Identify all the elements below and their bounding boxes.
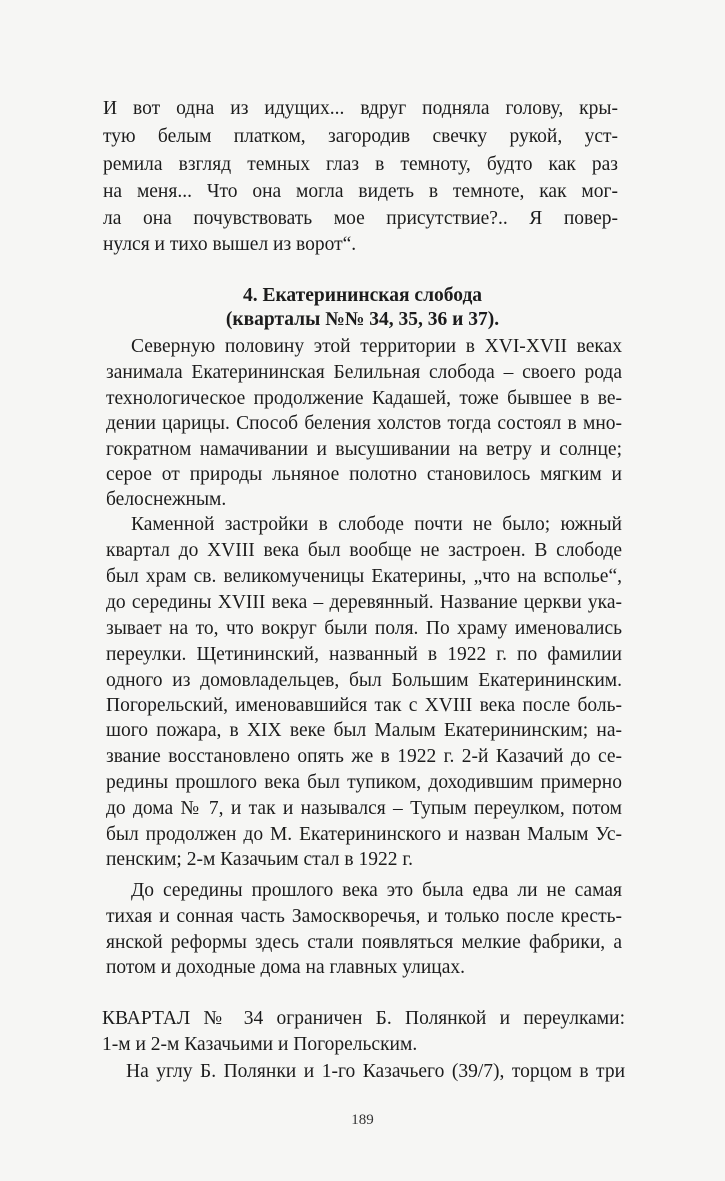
- text-line: ремила взгляд темных глаз в темноту, будто как раз: [103, 154, 618, 175]
- text-line: до середины XVIII века – деревянный. Название церкви ука-: [106, 592, 622, 613]
- text-line: занимала Екатерининская Белильная слобода – своего рода: [106, 362, 622, 383]
- text-line: ла она почувствовать мое присутствие?.. Я повер-: [103, 208, 618, 229]
- text-line: потом и доходные дома на главных улицах.: [106, 957, 466, 978]
- text-line: 1-м и 2-м Казачьими и Погорельским.: [102, 1034, 418, 1055]
- text-line: дении царицы. Способ беления холстов тогда состоял в мно-: [106, 413, 622, 434]
- text-line: тихая и сонная часть Замоскворечья, и только после кресть-: [106, 906, 622, 927]
- page-number: 189: [351, 1112, 374, 1128]
- text-line: Северную половину этой территории в XVI-XVII веках: [131, 336, 622, 357]
- text-line: зывает на то, что вокруг были поля. По храму именовались: [106, 618, 622, 639]
- text-line: серое от природы льняное полотно становилось мягким и: [106, 464, 622, 485]
- text-line: одного из домовладельцев, был Большим Екатерининским.: [106, 670, 622, 691]
- text-line: пенским; 2-м Казачьим стал в 1922 г.: [106, 849, 413, 870]
- text-line: квартал до XVIII века был вообще не застроен. В слободе: [106, 540, 622, 561]
- section-subheading: (кварталы №№ 34, 35, 36 и 37).: [225, 309, 500, 330]
- text-line: редины прошлого века был тупиком, доходившим примерно: [106, 772, 622, 793]
- text-line: был продолжен до М. Екатерининского и назван Малым Ус-: [106, 824, 622, 845]
- text-line: Каменной застройки в слободе почти не было; южный: [131, 514, 622, 535]
- text-line: на меня... Что она могла видеть в темноте, как мог-: [103, 181, 618, 202]
- text-line: шого пожара, в XIX веке был Малым Екатерининским; на-: [106, 720, 622, 741]
- text-line: до дома № 7, и так и назывался – Тупым переулком, потом: [106, 798, 622, 819]
- text-line: гократном намачивании и высушивании на ветру и солнце;: [106, 439, 622, 460]
- text-line: До середины прошлого века это была едва ли не самая: [131, 880, 622, 901]
- text-line: технологическое продолжение Кадашей, тоже бывшее в ве-: [106, 388, 622, 409]
- text-line: тую белым платком, загородив свечку рукой, уст-: [103, 126, 618, 147]
- text-line: белоснежным.: [106, 489, 227, 510]
- text-line: Погорельский, именовавшийся так с XVIII века после боль-: [106, 695, 622, 716]
- section-heading: 4. Екатерининская слобода: [242, 285, 483, 306]
- text-line: звание восстановлено опять же в 1922 г. 2-й Казачий до се-: [106, 746, 622, 767]
- text-line: нулся и тихо вышел из ворот“.: [103, 234, 357, 255]
- text-line: И вот одна из идущих... вдруг подняла голову, кры-: [103, 98, 618, 119]
- text-line: На углу Б. Полянки и 1-го Казачьего (39/7), торцом в три: [126, 1061, 625, 1082]
- text-line: янской реформы здесь стали появляться мелкие фабрики, а: [106, 932, 622, 953]
- text-line: был храм св. великомученицы Екатерины, „что на всполье“,: [106, 566, 622, 587]
- text-line: переулки. Щетининский, названный в 1922 г. по фамилии: [106, 644, 622, 665]
- text-line: КВАРТАЛ № 34 ограничен Б. Полянкой и переулками:: [102, 1008, 625, 1029]
